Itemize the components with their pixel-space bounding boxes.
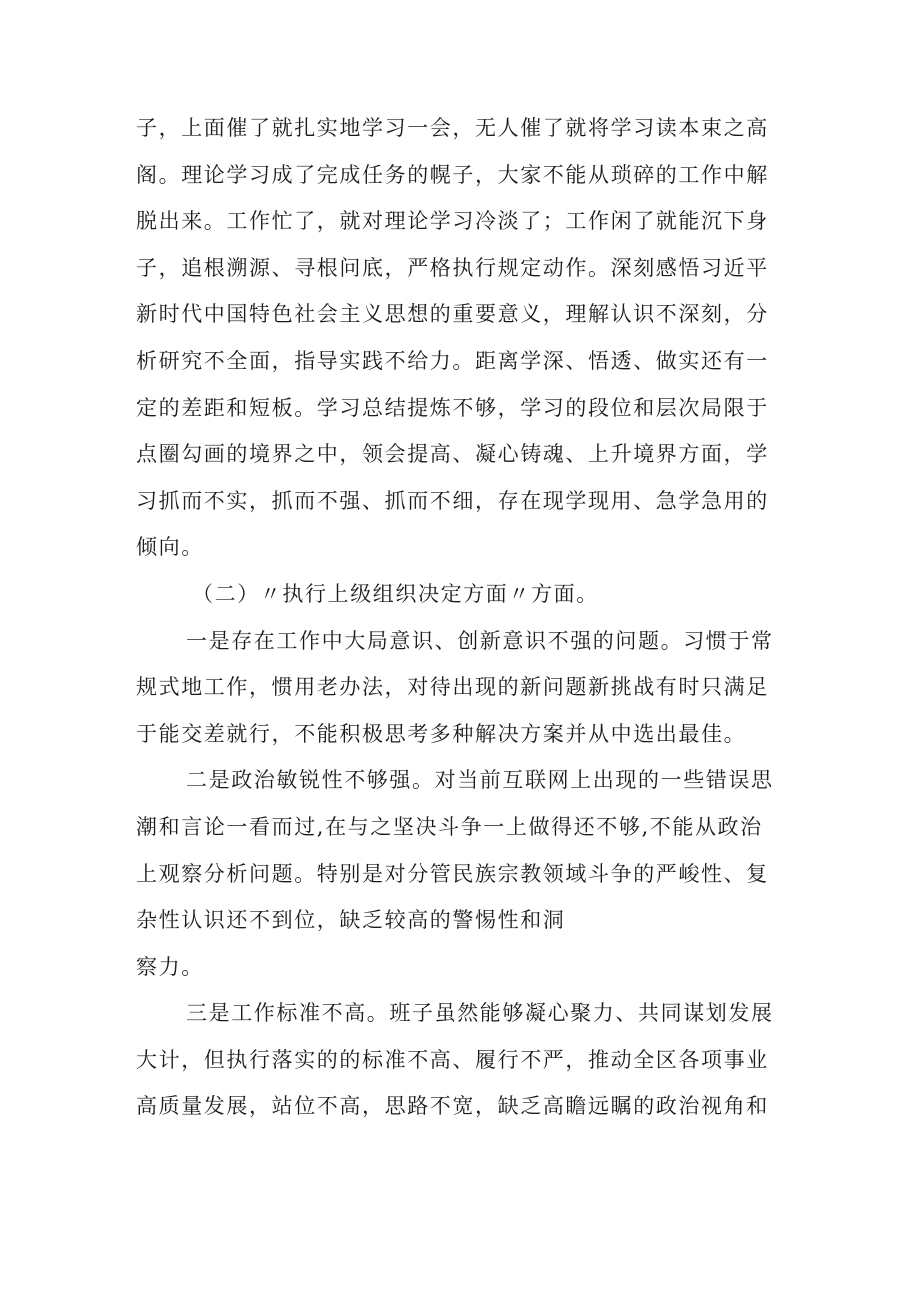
text-line: 定的差距和短板。学习总结提炼不够，学习的段位和层次局限于	[136, 395, 769, 420]
section-heading: （二）〃执行上级组织决定方面〃方面。	[192, 581, 599, 606]
text-line: 子，追根溯源、寻根问底，严格执行规定动作。深刻感悟习近平	[136, 255, 769, 280]
text-line: 点圈勾画的境界之中，领会提高、凝心铸魂、上升境界方面，学	[136, 442, 769, 467]
document-body	[136, 105, 796, 1130]
text-line: 杂性认识还不到位，缺乏较高的警惕性和洞	[136, 908, 566, 933]
text-line: 高质量发展，站位不高，思路不宽，缺乏高瞻远瞩的政治视角和	[136, 1094, 769, 1119]
text-line: 新时代中国特色社会主义思想的重要意义，理解认识不深刻，分	[136, 302, 769, 327]
text-line: 习抓而不实，抓而不强、抓而不细，存在现学现用、急学急用的	[136, 488, 769, 513]
text-line: 一是存在工作中大局意识、创新意识不强的问题。习惯于常	[186, 628, 774, 653]
text-line: 脱出来。工作忙了，就对理论学习冷淡了；工作闲了就能沉下身	[136, 209, 769, 234]
text-line: 大计，但执行落实的的标准不高、履行不严，推动全区各项事业	[136, 1047, 769, 1072]
text-line: 子，上面催了就扎实地学习一会，无人催了就将学习读本束之高	[136, 116, 769, 140]
text-line: 规式地工作，惯用老办法，对待出现的新问题新挑战有时只满足	[136, 675, 769, 700]
text-line: 二是政治敏锐性不够强。对当前互联网上出现的一些错误思	[186, 768, 774, 793]
text-line: 于能交差就行，不能积极思考多种解决方案并从中选出最佳。	[136, 721, 747, 746]
text-line: 倾向。	[136, 535, 204, 560]
text-line: 三是工作标准不高。班子虽然能够凝心聚力、共同谋划发展	[186, 1001, 774, 1026]
text-line: 析研究不全面，指导实践不给力。距离学深、悟透、做实还有一	[136, 348, 769, 373]
text-line: 阁。理论学习成了完成任务的幌子，大家不能从琐碎的工作中解	[136, 162, 769, 187]
text-line: 上观察分析问题。特别是对分管民族宗教领域斗争的严峻性、复	[136, 861, 769, 886]
text-line: 察力。	[136, 954, 204, 979]
text-line: 潮和言论一看而过,在与之坚决斗争一上做得还不够,不能从政治	[136, 814, 763, 839]
